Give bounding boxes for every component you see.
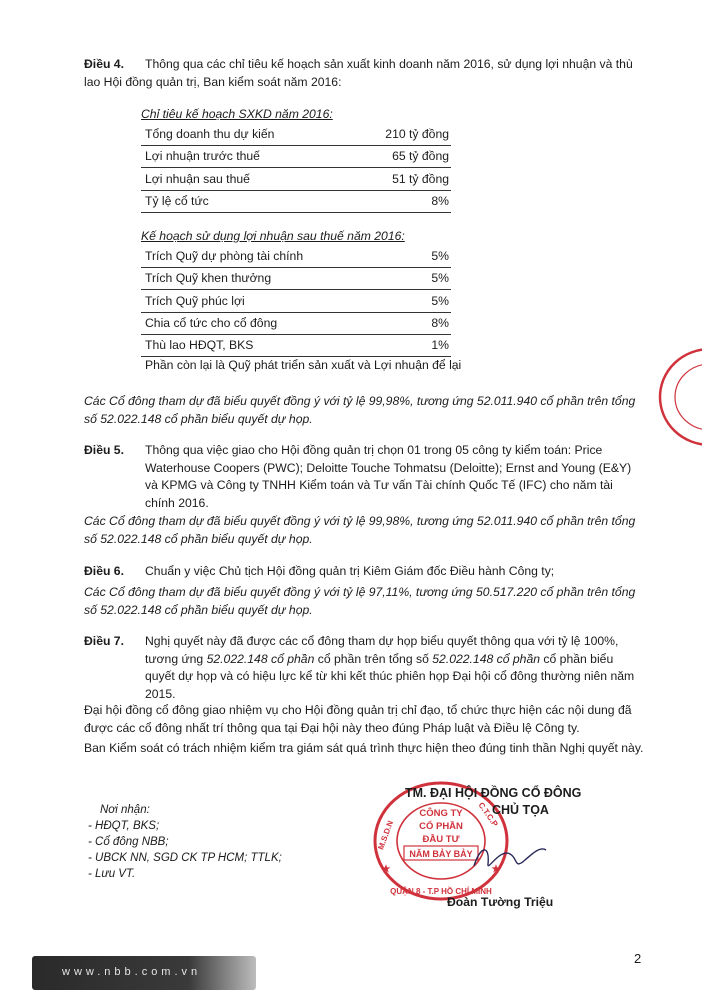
article-7 [84,633,644,704]
svg-text:★: ★ [381,864,391,875]
target-row-value: 210 tỷ đồng [385,127,449,141]
article-4-text: Thông qua các chỉ tiêu kế hoạch sản xuất kinh doanh năm 2016, sử dụng lợi nhuận và thù lao Hội đồng quản trị, Ban kiểm soát năm 2016: [84,57,633,89]
svg-text:M.S.D.N: M.S.D.N [376,819,396,851]
closing-paragraph-1: Đại hội đồng cổ đông giao nhiệm vụ cho Hội đồng quản trị chỉ đạo, tổ chức thực hiện các nội dung đã được các cổ đông nhất trí thông qua tại Đại hội này theo đúng Pháp luật và Điều lệ Công ty. [84,703,632,735]
article-5-vote: Các Cổ đông tham dự đã biểu quyết đồng ý với tỷ lệ 99,98%, tương ứng 52.011.940 cổ phần trên tổng số 52.022.148 cổ phần biểu quyết dự họp. [84,514,636,546]
profit-usage-row-label: Trích Quỹ khen thưởng [145,271,272,286]
recipients-title: Nơi nhận: [100,804,150,816]
article-6-vote: Các Cổ đông tham dự đã biểu quyết đồng ý với tỷ lệ 97,11%, tương ứng 50.517.220 cổ phần trên tổng số 52.022.148 cổ phần biểu quyết dự họp. [84,585,636,617]
footer-url: www.nbb.com.vn [62,966,202,978]
signature-role: CHỦ TỌA [492,803,549,817]
profit-usage-row-value: 8% [431,315,449,330]
recipients-list [88,818,282,882]
table-2-title: Kế hoạch sử dụng lợi nhuận sau thuế năm 2016: [141,229,405,243]
svg-text:NĂM BẢY BẢY: NĂM BẢY BẢY [409,849,473,859]
profit-usage-row [141,313,451,335]
svg-text:CÔNG TY: CÔNG TY [419,808,463,819]
handwritten-signature [470,836,550,876]
svg-text:★: ★ [491,864,501,875]
signatory-name: Đoàn Tường Triệu [447,895,554,909]
svg-text:ĐẦU TƯ: ĐẦU TƯ [422,834,460,845]
profit-usage-row-value: 5% [431,293,449,308]
profit-usage-row [141,246,451,268]
profit-usage-row-value: 1% [431,338,449,353]
article-7-text [145,633,644,704]
article-7-shares-1: 52.022.148 cổ phần [206,651,315,666]
article-6 [84,563,644,581]
target-row-label: Lợi nhuận sau thuế [145,171,250,186]
target-row-value: 65 tỷ đồng [392,149,449,164]
table-2-note: Phần còn lại là Quỹ phát triển sản xuất và Lợi nhuận để lại [145,358,462,372]
profit-usage-row-label: Chia cổ tức cho cổ đông [145,315,278,330]
article-5-text: Thông qua việc giao cho Hội đồng quản trị chọn 01 trong 05 công ty kiểm toán: Price Waterhouse Coopers (PWC); Deloitte Touche Tohmatsu (Deloitte); Ernst and Young (E&Y) và KPMG và Công ty TNHH Kiểm toán và Tư vấn Tài chính Quốc Tế (IFC) cho năm tài chính 2016. [145,443,632,511]
page-number: 2 [634,951,642,966]
target-row-label: Lợi nhuận trước thuế [145,149,260,164]
article-7-text-b: cổ phần trên tổng số [314,651,433,666]
signature-title: TM. ĐẠI HỘI ĐỒNG CỔ ĐÔNG [405,786,582,800]
profit-usage-row [141,335,451,357]
footer-bar [32,956,256,990]
article-6-label: Điều 6. [84,564,124,578]
article-4-vote: Các Cổ đông tham dự đã biểu quyết đồng ý với tỷ lệ 99,98%, tương ứng 52.011.940 cổ phần trên tổng số 52.022.148 cổ phần biểu quyết dự họp. [84,394,636,426]
recipient-item: - Lưu VT. [88,868,136,881]
recipients [88,802,282,882]
recipient-item: - UBCK NN, SGD CK TP HCM; TTLK; [88,852,282,865]
article-5-label: Điều 5. [84,443,124,457]
profit-usage-row-value: 5% [431,271,449,286]
recipient-item: - HĐQT, BKS; [88,820,160,833]
article-7-text-a: Nghị quyết này đã được các cổ đông tham dự họp biểu quyết thông qua với tỷ lệ 100%, tương ứng [145,634,619,666]
target-row [141,191,451,213]
closing-paragraph-2: Ban Kiểm soát có trách nhiệm kiểm tra giám sát quá trình thực hiện theo đúng tinh thần Nghị quyết này. [84,741,644,755]
article-6-text: Chuẩn y việc Chủ tịch Hội đồng quản trị Kiêm Giám đốc Điều hành Công ty; [145,564,555,578]
svg-text:CỔ PHẦN: CỔ PHẦN [419,821,463,832]
target-row-value: 8% [431,193,449,208]
target-row-label: Tỷ lệ cổ tức [145,193,209,208]
article-4-label: Điều 4. [84,57,124,71]
profit-usage-row-value: 5% [431,249,449,263]
article-7-label: Điều 7. [84,634,124,648]
article-7-shares-2: 52.022.148 cổ phần [432,651,541,666]
article-4 [84,56,644,91]
table-1-title: Chỉ tiêu kế hoạch SXKD năm 2016: [141,107,333,121]
target-row [141,124,451,146]
profit-usage-row-label: Trích Quỹ dự phòng tài chính [145,249,304,263]
target-row [141,146,451,168]
partial-stamp [650,342,702,452]
profit-usage-row-label: Thù lao HĐQT, BKS [145,338,254,353]
article-7-text-c: cổ phần biểu quyết dự họp và có hiệu lực kể từ khi kết thúc phiên họp Đại hội cổ đông thường niên năm 2015. [145,651,635,702]
target-row-label: Tổng doanh thu dự kiến [145,127,275,141]
svg-text:QUẬN 8 - T.P HỒ CHÍ MINH: QUẬN 8 - T.P HỒ CHÍ MINH [390,887,492,896]
article-5 [84,442,644,513]
target-row-value: 51 tỷ đồng [392,171,449,186]
profit-usage-row [141,291,451,313]
svg-text:C.T.C.P: C.T.C.P [476,800,500,829]
recipient-item: - Cổ đông NBB; [88,836,169,849]
profit-usage-row-label: Trích Quỹ phúc lợi [145,293,245,308]
profit-usage-row [141,268,451,290]
target-row [141,169,451,191]
